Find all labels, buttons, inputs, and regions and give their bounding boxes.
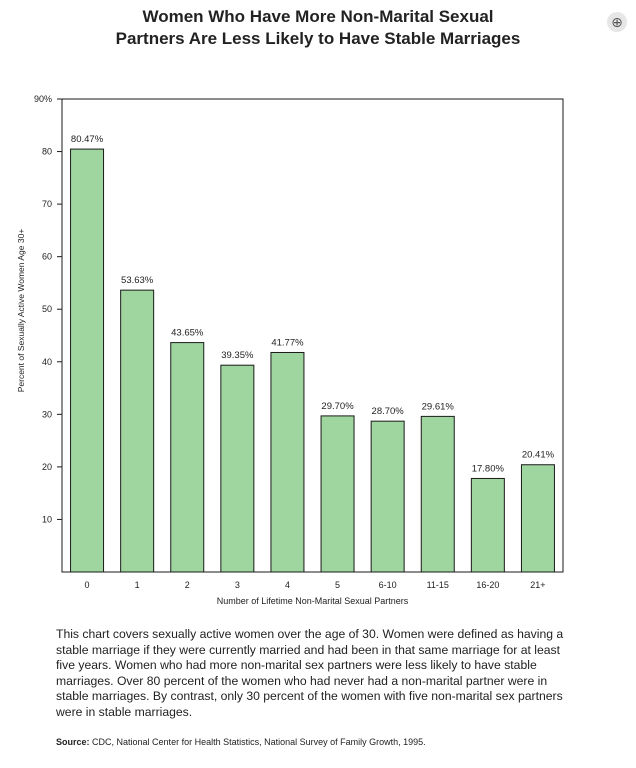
y-tick-label: 70	[41, 199, 52, 210]
x-tick-label: 16-20	[476, 580, 500, 590]
x-tick-label: 1	[134, 580, 140, 590]
data-label: 29.70%	[321, 400, 354, 412]
data-label: 43.65%	[171, 327, 204, 339]
x-tick-label: 6-10	[378, 580, 397, 590]
data-label: 53.63%	[121, 275, 154, 287]
data-label: 39.35%	[221, 350, 254, 362]
bar	[271, 352, 304, 572]
source-note	[56, 737, 426, 747]
x-axis-title: Number of Lifetime Non-Marital Sexual Partners	[216, 596, 409, 606]
x-tick-label: 4	[284, 580, 290, 590]
x-tick-label: 3	[234, 580, 240, 590]
y-tick-label: 10	[41, 514, 52, 525]
y-tick-label: 80	[41, 146, 52, 157]
y-tick-label: 50	[41, 304, 52, 315]
bar	[471, 478, 504, 572]
y-tick-label: 40	[41, 356, 52, 367]
y-tick-label: 90%	[33, 94, 52, 104]
bar	[221, 365, 254, 572]
bar	[371, 421, 404, 572]
data-label: 20.41%	[521, 449, 555, 461]
chart-caption: This chart covers sexually active women over the age of 30. Women were defined as having a stable marriage if they were currently married and had been in that same marriage for at least five years. Women who had more non-marital sex partners were less likely to have stable marriages. Over 80 percent of the women who had never had a non-marital partner were in stable marriages. By contrast, only 30 percent of the women with five non-marital sex partners were in stable marriages.	[56, 627, 564, 719]
bar	[521, 465, 554, 572]
source-text: CDC, National Center for Health Statistics, National Survey of Family Growth, 1995.	[92, 737, 426, 747]
expand-icon[interactable]: ⊕	[607, 12, 627, 32]
chart-title-line-2: Partners Are Less Likely to Have Stable Marriages	[115, 29, 521, 48]
data-label: 29.61%	[421, 401, 454, 413]
bar	[421, 416, 454, 572]
bar	[71, 149, 104, 572]
y-tick-label: 30	[41, 409, 52, 420]
chart-title-line-1: Women Who Have More Non-Marital Sexual	[142, 7, 494, 26]
data-label: 80.47%	[70, 134, 104, 146]
bar	[121, 290, 154, 572]
x-tick-label: 11-15	[426, 580, 449, 590]
data-label: 28.70%	[371, 406, 404, 418]
x-tick-label: 5	[335, 580, 341, 590]
y-tick-label: 60	[41, 251, 52, 262]
x-tick-label: 21+	[530, 580, 546, 590]
data-label: 41.77%	[271, 337, 304, 349]
bar	[321, 416, 354, 572]
data-label: 17.80%	[471, 463, 504, 475]
x-tick-label: 2	[184, 580, 190, 590]
bar	[171, 343, 204, 572]
x-tick-label: 0	[84, 580, 90, 590]
y-axis-title: Percent of Sexually Active Women Age 30+	[16, 228, 26, 393]
source-label: Source:	[56, 737, 90, 747]
y-tick-label: 20	[41, 461, 52, 472]
